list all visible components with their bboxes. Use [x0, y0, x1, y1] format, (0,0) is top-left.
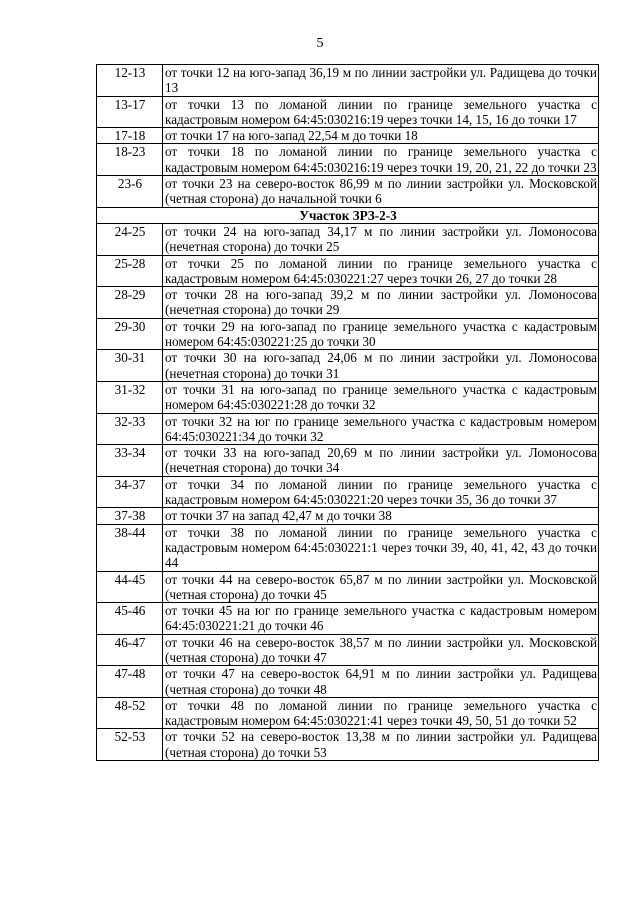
segment-description: от точки 52 на северо-восток 13,38 м по линии застройки ул. Радищева (четная сторона) до точки 53: [163, 729, 599, 761]
table-row: [97, 65, 599, 97]
table-row: [97, 128, 599, 144]
table-row: [97, 666, 599, 698]
table-row: [97, 445, 599, 477]
segment-description: от точки 29 на юго-запад по границе земельного участка с кадастровым номером 64:45:030221:25 до точки 30: [163, 318, 599, 350]
table-row: [97, 729, 599, 761]
segment-description: от точки 32 на юг по границе земельного участка с кадастровым номером 64:45:030221:34 до точки 32: [163, 413, 599, 445]
table-row: [97, 318, 599, 350]
segment-code: 38-44: [97, 524, 163, 571]
segment-description: от точки 44 на северо-восток 65,87 м по линии застройки ул. Московской (четная сторона) до точки 45: [163, 571, 599, 603]
segment-description: от точки 37 на запад 42,47 м до точки 38: [163, 508, 599, 524]
segment-description: от точки 46 на северо-восток 38,57 м по линии застройки ул. Московской (четная сторона) до точки 47: [163, 634, 599, 666]
segment-description: от точки 47 на северо-восток 64,91 м по линии застройки ул. Радищева (четная сторона) до точки 48: [163, 666, 599, 698]
table-row: [97, 697, 599, 729]
table-row: [97, 524, 599, 571]
segment-code: 52-53: [97, 729, 163, 761]
segment-code: 45-46: [97, 603, 163, 635]
segment-code: 24-25: [97, 223, 163, 255]
table-row: [97, 571, 599, 603]
table-row: [97, 287, 599, 319]
table-row: [97, 223, 599, 255]
section-header-row: [97, 207, 599, 223]
segment-code: 48-52: [97, 697, 163, 729]
segment-description: от точки 38 по ломаной линии по границе земельного участка с кадастровым номером 64:45:030221:1 через точки 39, 40, 41, 42, 43 до точки 44: [163, 524, 599, 571]
table-row: [97, 144, 599, 176]
segment-description: от точки 48 по ломаной линии по границе земельного участка с кадастровым номером 64:45:030221:41 через точки 49, 50, 51 до точки 52: [163, 697, 599, 729]
table-row: [97, 381, 599, 413]
segment-code: 34-37: [97, 476, 163, 508]
segment-code: 23-6: [97, 176, 163, 208]
segment-code: 28-29: [97, 287, 163, 319]
section-title: Участок ЗРЗ-2-3: [97, 207, 599, 223]
segment-code: 12-13: [97, 65, 163, 97]
table-row: [97, 413, 599, 445]
segment-code: 25-28: [97, 255, 163, 287]
table-row: [97, 603, 599, 635]
segment-code: 30-31: [97, 350, 163, 382]
segment-description: от точки 12 на юго-запад 36,19 м по линии застройки ул. Радищева до точки 13: [163, 65, 599, 97]
segment-description: от точки 28 на юго-запад 39,2 м по линии застройки ул. Ломоносова (нечетная сторона) до точки 29: [163, 287, 599, 319]
segment-description: от точки 24 на юго-запад 34,17 м по линии застройки ул. Ломоносова (нечетная сторона) до точки 25: [163, 223, 599, 255]
table-row: [97, 476, 599, 508]
segment-code: 33-34: [97, 445, 163, 477]
segment-description: от точки 45 на юг по границе земельного участка с кадастровым номером 64:45:030221:21 до точки 46: [163, 603, 599, 635]
segment-code: 47-48: [97, 666, 163, 698]
segment-code: 31-32: [97, 381, 163, 413]
segment-description: от точки 17 на юго-запад 22,54 м до точки 18: [163, 128, 599, 144]
segment-description: от точки 30 на юго-запад 24,06 м по линии застройки ул. Ломоносова (нечетная сторона) до точки 31: [163, 350, 599, 382]
segment-code: 29-30: [97, 318, 163, 350]
page-number: 5: [316, 36, 324, 51]
segment-description: от точки 33 на юго-запад 20,69 м по линии застройки ул. Ломоносова (нечетная сторона) до точки 34: [163, 445, 599, 477]
segment-description: от точки 34 по ломаной линии по границе земельного участка с кадастровым номером 64:45:030221:20 через точки 35, 36 до точки 37: [163, 476, 599, 508]
segment-code: 46-47: [97, 634, 163, 666]
segment-description: от точки 31 на юго-запад по границе земельного участка с кадастровым номером 64:45:030221:28 до точки 32: [163, 381, 599, 413]
segment-code: 18-23: [97, 144, 163, 176]
table-body: [97, 65, 599, 761]
segment-code: 17-18: [97, 128, 163, 144]
segment-description: от точки 13 по ломаной линии по границе земельного участка с кадастровым номером 64:45:030216:19 через точки 14, 15, 16 до точки 17: [163, 96, 599, 128]
table-row: [97, 96, 599, 128]
boundary-description-table: [96, 64, 599, 761]
table-row: [97, 176, 599, 208]
segment-code: 32-33: [97, 413, 163, 445]
segment-code: 44-45: [97, 571, 163, 603]
segment-code: 13-17: [97, 96, 163, 128]
table-row: [97, 350, 599, 382]
segment-description: от точки 23 на северо-восток 86,99 м по линии застройки ул. Московской (четная сторона) до начальной точки 6: [163, 176, 599, 208]
segment-description: от точки 25 по ломаной линии по границе земельного участка с кадастровым номером 64:45:030221:27 через точки 26, 27 до точки 28: [163, 255, 599, 287]
table-row: [97, 508, 599, 524]
segment-description: от точки 18 по ломаной линии по границе земельного участка с кадастровым номером 64:45:030216:19 через точки 19, 20, 21, 22 до точки 23: [163, 144, 599, 176]
segment-code: 37-38: [97, 508, 163, 524]
table-row: [97, 634, 599, 666]
table-row: [97, 255, 599, 287]
